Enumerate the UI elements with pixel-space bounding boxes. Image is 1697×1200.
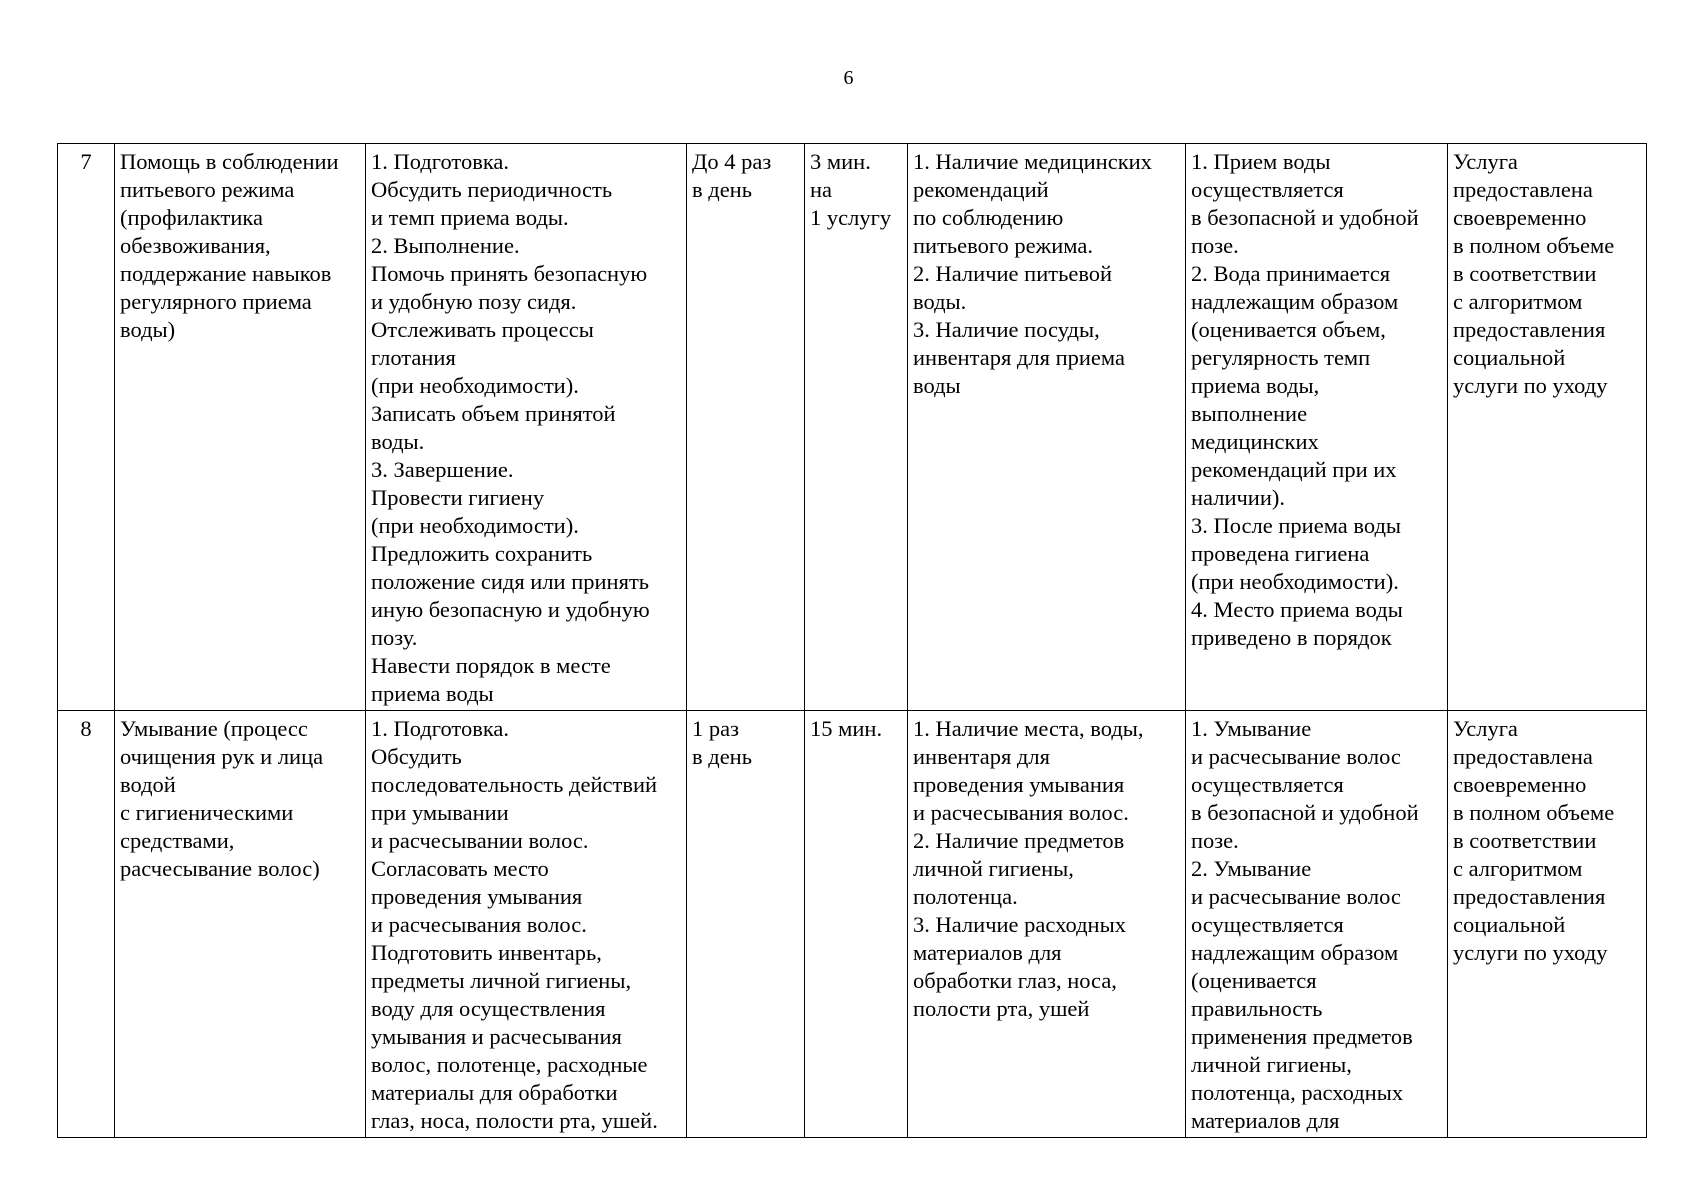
- cell-text-line: (оценивается объем,: [1191, 317, 1386, 342]
- cell-text-line: воды.: [371, 429, 425, 454]
- cell-text-line: очищения рук и лица: [120, 744, 324, 769]
- cell-text-line: надлежащим образом: [1191, 289, 1399, 314]
- cell-text-line: инвентаря для приема: [913, 345, 1125, 370]
- cell-text-line: предоставления: [1453, 884, 1606, 909]
- cell-text-line: и расчесывании волос.: [371, 828, 589, 853]
- cell-text-line: в безопасной и удобной: [1191, 800, 1419, 825]
- row-number-cell: [58, 711, 115, 1138]
- service-name-cell: [115, 144, 366, 711]
- cell-text-line: приема воды,: [1191, 373, 1320, 398]
- cell-text-line: с алгоритмом: [1453, 856, 1583, 881]
- cell-text-line: в день: [692, 177, 752, 202]
- page-number: 6: [843, 67, 854, 89]
- cell-text-line: 3. Завершение.: [371, 457, 514, 482]
- cell-text-line: (при необходимости).: [371, 513, 579, 538]
- row-number: 7: [80, 149, 92, 174]
- cell-text-line: Услуга: [1453, 149, 1518, 174]
- cell-text-line: в полном объеме: [1453, 800, 1615, 825]
- cell-text-line: позу.: [371, 625, 418, 650]
- cell-text-line: полости рта, ушей: [913, 996, 1090, 1021]
- table-row: [58, 711, 1647, 1138]
- cell-text-line: Записать объем принятой: [371, 401, 616, 426]
- cell-text-line: материалов для: [913, 940, 1062, 965]
- cell-text-line: осуществляется: [1191, 772, 1344, 797]
- cell-text-line: предоставлена: [1453, 744, 1593, 769]
- cell-text-line: социальной: [1453, 912, 1566, 937]
- cell-text-line: До 4 раз: [692, 149, 772, 174]
- cell-text-line: (при необходимости).: [1191, 569, 1399, 594]
- cell-text-line: регулярного приема: [120, 289, 312, 314]
- cell-text-line: проведения умывания: [371, 884, 583, 909]
- cell-text-line: в день: [692, 744, 752, 769]
- cell-text-line: 15 мин.: [810, 716, 883, 741]
- frequency-cell: [687, 711, 805, 1138]
- cell-text-line: глотания: [371, 345, 456, 370]
- cell-text-line: и расчесывания волос.: [913, 800, 1129, 825]
- cell-text-line: 2. Выполнение.: [371, 233, 520, 258]
- quality-indicators-cell: [1186, 711, 1448, 1138]
- cell-text-line: своевременно: [1453, 772, 1587, 797]
- cell-text-line: иную безопасную и удобную: [371, 597, 650, 622]
- cell-text-line: в безопасной и удобной: [1191, 205, 1419, 230]
- cell-text-line: полотенца.: [913, 884, 1018, 909]
- cell-text-line: 1. Умывание: [1191, 716, 1312, 741]
- cell-text-line: в соответствии: [1453, 828, 1597, 853]
- cell-text-line: (оценивается: [1191, 968, 1317, 993]
- cell-text-line: осуществляется: [1191, 177, 1344, 202]
- cell-text-line: инвентаря для: [913, 744, 1050, 769]
- cell-text-line: воду для осуществления: [371, 996, 606, 1021]
- cell-text-line: 1. Наличие места, воды,: [913, 716, 1144, 741]
- cell-text-line: позе.: [1191, 828, 1239, 853]
- cell-text-line: Предложить сохранить: [371, 541, 593, 566]
- cell-text-line: на: [810, 177, 833, 202]
- conditions-cell: [908, 144, 1186, 711]
- cell-text-line: последовательность действий: [371, 772, 658, 797]
- cell-text-line: Помочь принять безопасную: [371, 261, 648, 286]
- cell-text-line: 1. Подготовка.: [371, 716, 510, 741]
- cell-text-line: рекомендаций: [913, 177, 1049, 202]
- cell-text-line: проведена гигиена: [1191, 541, 1370, 566]
- cell-text-line: обработки глаз, носа,: [913, 968, 1117, 993]
- service-name-cell: [115, 711, 366, 1138]
- result-cell: [1448, 144, 1647, 711]
- cell-text-line: Умывание (процесс: [120, 716, 308, 741]
- duration-cell: [805, 144, 908, 711]
- cell-text-line: материалов для: [1191, 1108, 1340, 1133]
- service-content-cell: [366, 144, 687, 711]
- cell-text-line: услуги по уходу: [1453, 373, 1608, 398]
- cell-text-line: волос, полотенце, расходные: [371, 1052, 648, 1077]
- cell-text-line: 1. Наличие медицинских: [913, 149, 1152, 174]
- cell-text-line: медицинских: [1191, 429, 1319, 454]
- cell-text-line: и расчесывание волос: [1191, 744, 1401, 769]
- cell-text-line: и темп приема воды.: [371, 205, 569, 230]
- cell-text-line: и удобную позу сидя.: [371, 289, 577, 314]
- cell-text-line: 3. После приема воды: [1191, 513, 1402, 538]
- cell-text-line: предоставлена: [1453, 177, 1593, 202]
- cell-text-line: Подготовить инвентарь,: [371, 940, 602, 965]
- cell-text-line: рекомендаций при их: [1191, 457, 1397, 482]
- cell-text-line: своевременно: [1453, 205, 1587, 230]
- frequency-cell: [687, 144, 805, 711]
- cell-text-line: личной гигиены,: [1191, 1052, 1352, 1077]
- quality-indicators-cell: [1186, 144, 1448, 711]
- row-number-cell: [58, 144, 115, 711]
- cell-text-line: наличии).: [1191, 485, 1286, 510]
- cell-text-line: 2. Наличие предметов: [913, 828, 1125, 853]
- cell-text-line: позе.: [1191, 233, 1239, 258]
- cell-text-line: и расчесывания волос.: [371, 912, 587, 937]
- cell-text-line: предметы личной гигиены,: [371, 968, 632, 993]
- cell-text-line: Помощь в соблюдении: [120, 149, 339, 174]
- cell-text-line: надлежащим образом: [1191, 940, 1399, 965]
- cell-text-line: в соответствии: [1453, 261, 1597, 286]
- cell-text-line: Обсудить: [371, 744, 462, 769]
- cell-text-line: по соблюдению: [913, 205, 1064, 230]
- cell-text-line: воды: [913, 373, 961, 398]
- cell-text-line: полотенца, расходных: [1191, 1080, 1404, 1105]
- cell-text-line: приема воды: [371, 681, 494, 706]
- cell-text-line: (при необходимости).: [371, 373, 579, 398]
- cell-text-line: личной гигиены,: [913, 856, 1074, 881]
- cell-text-line: 1 услугу: [810, 205, 892, 230]
- cell-text-line: в полном объеме: [1453, 233, 1615, 258]
- cell-text-line: материалы для обработки: [371, 1080, 618, 1105]
- cell-text-line: положение сидя или принять: [371, 569, 650, 594]
- cell-text-line: обезвоживания,: [120, 233, 271, 258]
- table-row: [58, 144, 1647, 711]
- cell-text-line: и расчесывание волос: [1191, 884, 1401, 909]
- cell-text-line: при умывании: [371, 800, 509, 825]
- cell-text-line: социальной: [1453, 345, 1566, 370]
- cell-text-line: глаз, носа, полости рта, ушей.: [371, 1108, 658, 1133]
- cell-text-line: применения предметов: [1191, 1024, 1413, 1049]
- cell-text-line: правильность: [1191, 996, 1323, 1021]
- cell-text-line: осуществляется: [1191, 912, 1344, 937]
- cell-text-line: предоставления: [1453, 317, 1606, 342]
- cell-text-line: питьевого режима: [120, 177, 295, 202]
- cell-text-line: 3 мин.: [810, 149, 871, 174]
- cell-text-line: регулярность темп: [1191, 345, 1371, 370]
- duration-cell: [805, 711, 908, 1138]
- cell-text-line: 2. Вода принимается: [1191, 261, 1391, 286]
- cell-text-line: Обсудить периодичность: [371, 177, 613, 202]
- cell-text-line: 3. Наличие посуды,: [913, 317, 1100, 342]
- cell-text-line: питьевого режима.: [913, 233, 1093, 258]
- conditions-cell: [908, 711, 1186, 1138]
- cell-text-line: 1. Прием воды: [1191, 149, 1331, 174]
- cell-text-line: Согласовать место: [371, 856, 549, 881]
- cell-text-line: с гигиеническими: [120, 800, 294, 825]
- cell-text-line: 4. Место приема воды: [1191, 597, 1403, 622]
- cell-text-line: поддержание навыков: [120, 261, 332, 286]
- cell-text-line: водой: [120, 772, 176, 797]
- cell-text-line: Провести гигиену: [371, 485, 545, 510]
- cell-text-line: 1. Подготовка.: [371, 149, 510, 174]
- cell-text-line: приведено в порядок: [1191, 625, 1392, 650]
- service-content-cell: [366, 711, 687, 1138]
- cell-text-line: (профилактика: [120, 205, 263, 230]
- cell-text-line: Услуга: [1453, 716, 1518, 741]
- cell-text-line: воды): [120, 317, 176, 342]
- cell-text-line: выполнение: [1191, 401, 1308, 426]
- cell-text-line: услуги по уходу: [1453, 940, 1608, 965]
- cell-text-line: 3. Наличие расходных: [913, 912, 1126, 937]
- services-table: [57, 143, 1647, 1138]
- cell-text-line: расчесывание волос): [120, 856, 320, 881]
- cell-text-line: 1 раз: [692, 716, 739, 741]
- cell-text-line: средствами,: [120, 828, 235, 853]
- cell-text-line: проведения умывания: [913, 772, 1125, 797]
- result-cell: [1448, 711, 1647, 1138]
- cell-text-line: 2. Наличие питьевой: [913, 261, 1113, 286]
- cell-text-line: воды.: [913, 289, 967, 314]
- cell-text-line: Навести порядок в месте: [371, 653, 611, 678]
- row-number: 8: [80, 716, 92, 741]
- cell-text-line: умывания и расчесывания: [371, 1024, 622, 1049]
- cell-text-line: с алгоритмом: [1453, 289, 1583, 314]
- cell-text-line: 2. Умывание: [1191, 856, 1312, 881]
- cell-text-line: Отслеживать процессы: [371, 317, 594, 342]
